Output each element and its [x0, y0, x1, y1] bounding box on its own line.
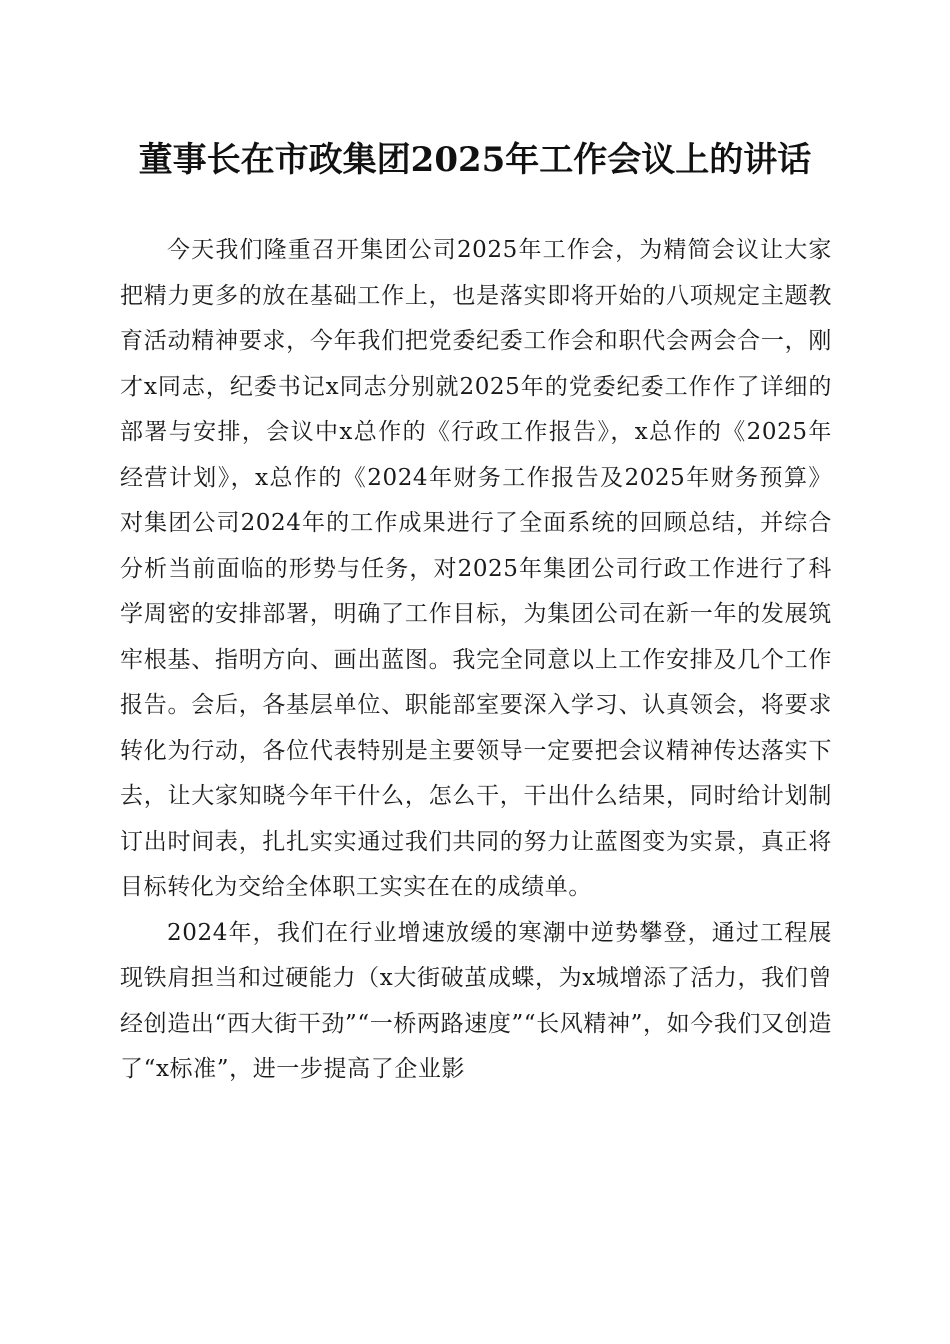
- document-title: 董事长在市政集团2025年工作会议上的讲话: [138, 140, 812, 180]
- paragraph-2024-review: 2024年，我们在行业增速放缓的寒潮中逆势攀登，通过工程展现铁肩担当和过硬能力（x大街破茧成蝶，为x城增添了活力，我们曾经创造出“西大街干劲”“一桥两路速度”“长风精神”，如今我们又创造了“x标准”，进一步提高了企业影: [120, 919, 832, 1082]
- document-body: [120, 228, 832, 1093]
- paragraph-opening: 今天我们隆重召开集团公司2025年工作会，为精简会议让大家把精力更多的放在基础工作上，也是落实即将开始的八项规定主题教育活动精神要求，今年我们把党委纪委工作会和职代会两会合一，刚才x同志，纪委书记x同志分别就2025年的党委纪委工作作了详细的部署与安排，会议中x总作的《行政工作报告》，x总作的《2025年经营计划》，x总作的《2024年财务工作报告及2025年财务预算》对集团公司2024年的工作成果进行了全面系统的回顾总结，并综合分析当前面临的形势与任务，对2025年集团公司行政工作进行了科学周密的安排部署，明确了工作目标，为集团公司在新一年的发展筑牢根基、指明方向、画出蓝图。我完全同意以上工作安排及几个工作报告。会后，各基层单位、职能部室要深入学习、认真领会，将要求转化为行动，各位代表特别是主要领导一定要把会议精神传达落实下去，让大家知晓今年干什么，怎么干，干出什么结果，同时给计划制订出时间表，扎扎实实通过我们共同的努力让蓝图变为实景，真正将目标转化为交给全体职工实实在在的成绩单。: [120, 237, 832, 900]
